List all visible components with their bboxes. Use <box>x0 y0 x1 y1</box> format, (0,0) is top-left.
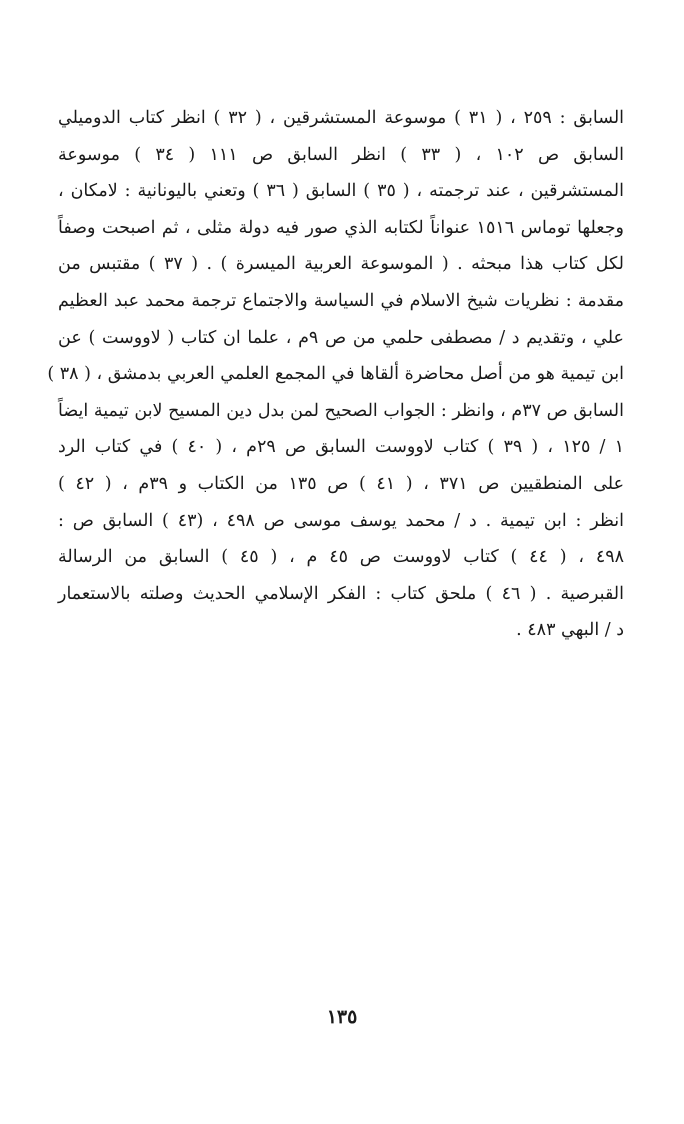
text-line: وجعلها توماس ١٥١٦ عنواناً لكتابه الذي صور فيه دولة مثلى ، ثم اصبحت وصفاً <box>58 217 624 238</box>
text-line: على المنطقيين ص ٣٧١ ، ( ٤١ ) ص ١٣٥ من الكتاب و ٣٩م ، ( ٤٢ ) <box>58 473 625 494</box>
text-line: لكل كتاب هذا مبحثه . ( الموسوعة العربية الميسرة ) . ( ٣٧ ) مقتبس من <box>58 254 625 275</box>
text-line: انظر : ابن تيمية . د / محمد يوسف موسى ص ٤٩٨ ، (٤٣ ) السابق ص : <box>58 510 624 531</box>
text-line: ١ / ١٢٥ ، ( ٣٩ ) كتاب لاووست السابق ص ٢٩م ، ( ٤٠ ) في كتاب الرد <box>58 437 624 458</box>
text-line: السابق ص ٣٧م ، وانظر : الجواب الصحيح لمن بدل دين المسيح لابن تيمية ايضاً <box>58 400 625 421</box>
text-line: السابق : ٢٥٩ ، ( ٣١ ) موسوعة المستشرقين ، ( ٣٢ ) انظر كتاب الدوميلي <box>58 108 625 128</box>
text-line: القبرصية . ( ٤٦ ) ملحق كتاب : الفكر الإسلامي الحديث وصلته بالاستعمار <box>58 583 624 604</box>
text-line: علي ، وتقديم د / مصطفى حلمي من ص ٩م ، علما ان كتاب ( لاووست ) عن <box>58 327 624 348</box>
footnotes-text-block <box>47 100 625 649</box>
text-line: المستشرقين ، عند ترجمته ، ( ٣٥ ) السابق ( ٣٦ ) وتعني باليونانية : لامكان ، <box>58 181 624 202</box>
text-line: السابق ص ١٠٢ ، ( ٣٣ ) انظر السابق ص ١١١ ( ٣٤ ) موسوعة <box>58 144 625 165</box>
text-line-last: د / البهي ٤٨٣ . <box>516 620 624 641</box>
text-line: مقدمة : نظريات شيخ الاسلام في السياسة والاجتماع ترجمة محمد عبد العظيم <box>58 290 624 311</box>
text-line: ابن تيمية هو من أصل محاضرة ألقاها في المجمع العلمي العربي بدمشق ، ( ٣٨ ) <box>47 364 624 385</box>
text-line: ٤٩٨ ، ( ٤٤ ) كتاب لاووست ص ٤٥ م ، ( ٤٥ ) السابق من الرسالة <box>58 547 625 568</box>
page-number: ١٣٥ <box>326 1006 358 1028</box>
